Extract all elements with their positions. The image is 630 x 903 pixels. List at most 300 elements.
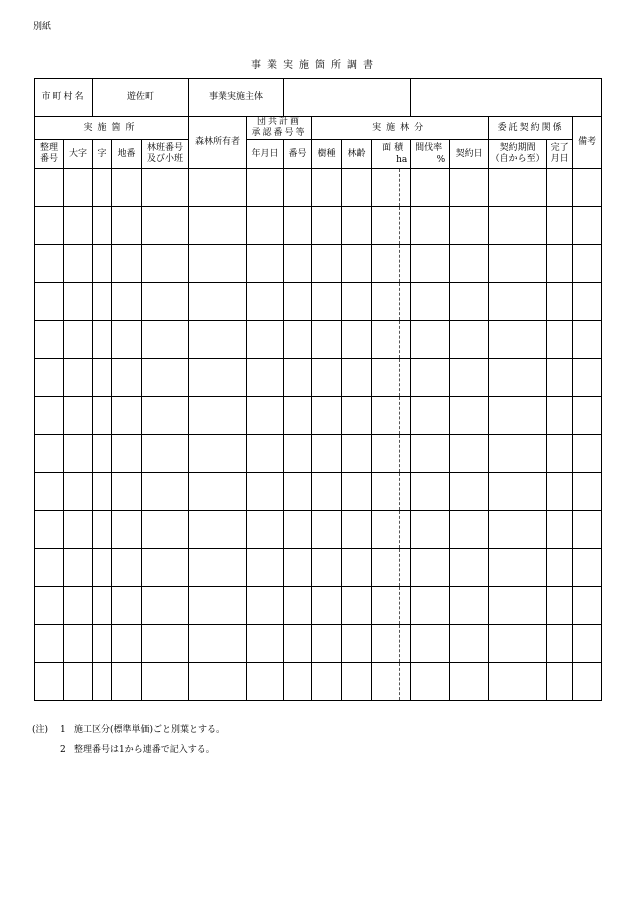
entry-cell[interactable] [189,625,247,663]
header-row-columns [35,140,602,169]
blank-cell [411,79,602,117]
entry-cell[interactable] [547,625,573,663]
entry-cell[interactable] [411,473,450,511]
entry-cell[interactable] [342,245,372,283]
entry-cell[interactable] [400,587,411,625]
entry-cell[interactable] [284,663,312,701]
entry-cell[interactable] [342,283,372,321]
entry-cell[interactable] [35,207,64,245]
data-rows [35,169,602,701]
entry-cell[interactable] [35,321,64,359]
entry-cell[interactable] [64,587,93,625]
entry-cell[interactable] [112,359,142,397]
entry-cell[interactable] [450,549,489,587]
entry-cell[interactable] [547,587,573,625]
entry-cell[interactable] [312,549,342,587]
note-text: 整理番号は1から連番で記入する。 [74,745,215,755]
entry-cell[interactable] [64,359,93,397]
entry-cell[interactable] [35,283,64,321]
entry-cell[interactable] [312,283,342,321]
entry-cell[interactable] [93,663,112,701]
entry-cell[interactable] [400,549,411,587]
entry-cell[interactable] [547,435,573,473]
number-header: 番号 [284,140,312,169]
entry-cell[interactable] [342,663,372,701]
entry-cell[interactable] [342,511,372,549]
entry-cell[interactable] [411,283,450,321]
entry-cell[interactable] [142,549,189,587]
entry-cell[interactable] [247,663,284,701]
entry-cell[interactable] [93,587,112,625]
entry-cell[interactable] [142,207,189,245]
entry-cell[interactable] [450,473,489,511]
entry-cell[interactable] [247,549,284,587]
remarks-header: 備考 [573,117,602,169]
entry-cell[interactable] [247,397,284,435]
entry-cell[interactable] [189,321,247,359]
entry-cell[interactable] [284,207,312,245]
entry-cell[interactable] [450,169,489,207]
entry-cell[interactable] [372,207,400,245]
entry-cell[interactable] [284,321,312,359]
compartment-header [142,140,189,169]
entry-cell[interactable] [547,207,573,245]
entry-cell[interactable] [93,169,112,207]
entry-cell[interactable] [342,397,372,435]
entry-cell[interactable] [93,549,112,587]
entry-cell[interactable] [411,625,450,663]
entry-cell[interactable] [64,207,93,245]
table-row [35,397,602,435]
entry-cell[interactable] [312,663,342,701]
table-row [35,663,602,701]
entry-cell[interactable] [112,435,142,473]
entry-cell[interactable] [93,283,112,321]
entry-cell[interactable] [312,435,342,473]
entry-cell[interactable] [142,625,189,663]
municipality-value[interactable]: 遊佐町 [93,79,189,117]
entry-cell[interactable] [112,207,142,245]
entry-cell[interactable] [284,473,312,511]
entry-cell[interactable] [489,625,547,663]
entry-cell[interactable] [189,549,247,587]
completion-line1: 完了 [550,143,569,153]
entry-cell[interactable] [400,245,411,283]
entry-cell[interactable] [35,245,64,283]
entry-cell[interactable] [573,359,602,397]
compartment-line2: 及び小班 [147,154,184,164]
entry-cell[interactable] [547,397,573,435]
entry-cell[interactable] [284,359,312,397]
entry-cell[interactable] [573,207,602,245]
entry-cell[interactable] [342,169,372,207]
entry-cell[interactable] [247,435,284,473]
table-row [35,511,602,549]
entry-cell[interactable] [35,511,64,549]
table-row [35,283,602,321]
entry-cell[interactable] [189,245,247,283]
entry-cell[interactable] [547,283,573,321]
entry-cell[interactable] [411,359,450,397]
entry-cell[interactable] [573,511,602,549]
entry-cell[interactable] [93,511,112,549]
header-row-groups [35,117,602,140]
entry-cell[interactable] [64,397,93,435]
table-row [35,435,602,473]
entry-cell[interactable] [35,435,64,473]
entry-cell[interactable] [284,397,312,435]
entry-cell[interactable] [112,169,142,207]
completion-header [547,140,573,169]
entry-cell[interactable] [35,359,64,397]
entry-cell[interactable] [411,435,450,473]
entry-cell[interactable] [573,321,602,359]
table-row [35,625,602,663]
entry-cell[interactable] [372,359,400,397]
entry-cell[interactable] [411,511,450,549]
entry-cell[interactable] [573,245,602,283]
entry-cell[interactable] [342,321,372,359]
entry-cell[interactable] [142,473,189,511]
entry-cell[interactable] [573,397,602,435]
entry-cell[interactable] [342,207,372,245]
entry-cell[interactable] [312,473,342,511]
entry-cell[interactable] [411,207,450,245]
entry-cell[interactable] [284,435,312,473]
entry-cell[interactable] [312,321,342,359]
table-row [35,245,602,283]
entry-cell[interactable] [247,511,284,549]
entry-cell[interactable] [284,587,312,625]
entry-cell[interactable] [342,549,372,587]
period-line2: （自から至） [490,154,545,164]
plan-header-line2: 承認番号等 [251,128,307,138]
entry-cell[interactable] [142,435,189,473]
entry-cell[interactable] [489,245,547,283]
entry-cell[interactable] [342,435,372,473]
entry-cell[interactable] [489,663,547,701]
thinning-rate-header [411,140,450,169]
entry-cell[interactable] [400,207,411,245]
note-item [32,720,225,740]
entry-cell[interactable] [450,321,489,359]
entry-cell[interactable] [247,245,284,283]
entry-cell[interactable] [112,473,142,511]
notes [32,720,225,760]
lot-header: 地番 [112,140,142,169]
entry-cell[interactable] [142,283,189,321]
survey-form-table [34,78,602,701]
entry-cell[interactable] [312,207,342,245]
entry-cell[interactable] [93,359,112,397]
entry-cell[interactable] [489,397,547,435]
entry-cell[interactable] [450,511,489,549]
species-header: 樹種 [312,140,342,169]
entry-cell[interactable] [93,207,112,245]
table-row [35,321,602,359]
entry-cell[interactable] [142,397,189,435]
entry-cell[interactable] [547,511,573,549]
entry-cell[interactable] [450,587,489,625]
entry-cell[interactable] [489,435,547,473]
table-row [35,207,602,245]
entry-cell[interactable] [247,359,284,397]
entry-cell[interactable] [573,169,602,207]
entry-cell[interactable] [547,473,573,511]
entry-cell[interactable] [284,245,312,283]
serial-line2: 番号 [39,154,58,164]
table-row [35,549,602,587]
entry-cell[interactable] [547,663,573,701]
entry-cell[interactable] [284,283,312,321]
entry-cell[interactable] [411,321,450,359]
entry-cell[interactable] [400,169,411,207]
entry-cell[interactable] [64,511,93,549]
entry-cell[interactable] [247,625,284,663]
entry-cell[interactable] [64,321,93,359]
entry-cell[interactable] [573,663,602,701]
entry-cell[interactable] [247,473,284,511]
entry-cell[interactable] [342,473,372,511]
entry-cell[interactable] [489,549,547,587]
oaza-header: 大字 [64,140,93,169]
aza-header: 字 [93,140,112,169]
entry-cell[interactable] [189,473,247,511]
area-label: 面積 [382,143,407,153]
entry-cell[interactable] [372,397,400,435]
period-header [489,140,547,169]
entry-cell[interactable] [489,283,547,321]
serial-line1: 整理 [39,143,58,153]
entry-cell[interactable] [573,587,602,625]
entry-cell[interactable] [450,283,489,321]
entry-cell[interactable] [312,625,342,663]
entry-cell[interactable] [189,435,247,473]
entry-cell[interactable] [372,283,400,321]
entry-cell[interactable] [142,511,189,549]
entry-cell[interactable] [35,625,64,663]
location-header: 実施箇所 [35,117,189,140]
entry-cell[interactable] [400,625,411,663]
entry-cell[interactable] [312,169,342,207]
entry-cell[interactable] [547,321,573,359]
date-header: 年月日 [247,140,284,169]
entry-cell[interactable] [284,625,312,663]
entry-cell[interactable] [112,283,142,321]
entry-cell[interactable] [372,169,400,207]
entry-cell[interactable] [35,169,64,207]
area-unit: ha [396,155,408,165]
entry-cell[interactable] [411,587,450,625]
entry-cell[interactable] [93,473,112,511]
header-row-municipality [35,79,602,117]
notes-prefix: (注) [32,725,49,735]
entry-cell[interactable] [489,207,547,245]
period-line1: 契約期間 [499,143,536,153]
entry-cell[interactable] [142,359,189,397]
document-title: 事業実施箇所調書 [251,60,379,71]
entry-cell[interactable] [372,473,400,511]
owner-header: 森林所有者 [189,117,247,169]
entry-cell[interactable] [247,207,284,245]
age-header: 林齢 [342,140,372,169]
entry-cell[interactable] [547,549,573,587]
annex-label: 別紙 [33,22,52,32]
entry-cell[interactable] [400,663,411,701]
contract-header: 委託契約関係 [489,117,573,140]
entry-cell[interactable] [142,587,189,625]
entry-cell[interactable] [372,663,400,701]
entry-cell[interactable] [372,587,400,625]
entry-cell[interactable] [112,587,142,625]
municipality-label: 市町村名 [35,79,93,117]
serial-header [35,140,64,169]
entry-cell[interactable] [189,207,247,245]
entry-cell[interactable] [93,245,112,283]
entry-cell[interactable] [189,397,247,435]
entry-cell[interactable] [142,321,189,359]
entry-cell[interactable] [547,169,573,207]
entry-cell[interactable] [342,359,372,397]
entry-cell[interactable] [372,435,400,473]
entry-cell[interactable] [142,169,189,207]
entry-cell[interactable] [573,283,602,321]
entry-cell[interactable] [64,663,93,701]
implementer-label: 事業実施主体 [189,79,284,117]
entry-cell[interactable] [411,663,450,701]
entry-cell[interactable] [450,663,489,701]
entry-cell[interactable] [400,511,411,549]
entry-cell[interactable] [189,511,247,549]
plan-header [247,117,312,140]
implementer-value[interactable] [284,79,411,117]
entry-cell[interactable] [400,435,411,473]
entry-cell[interactable] [142,245,189,283]
entry-cell[interactable] [93,397,112,435]
entry-cell[interactable] [189,283,247,321]
entry-cell[interactable] [284,511,312,549]
entry-cell[interactable] [93,435,112,473]
entry-cell[interactable] [400,359,411,397]
entry-cell[interactable] [411,245,450,283]
entry-cell[interactable] [35,397,64,435]
entry-cell[interactable] [312,397,342,435]
entry-cell[interactable] [489,359,547,397]
entry-cell[interactable] [189,663,247,701]
entry-cell[interactable] [64,245,93,283]
entry-cell[interactable] [112,511,142,549]
entry-cell[interactable] [450,397,489,435]
entry-cell[interactable] [450,207,489,245]
table-row [35,359,602,397]
entry-cell[interactable] [573,473,602,511]
entry-cell[interactable] [112,321,142,359]
entry-cell[interactable] [411,169,450,207]
entry-cell[interactable] [112,245,142,283]
table-row [35,169,602,207]
entry-cell[interactable] [489,321,547,359]
entry-cell[interactable] [547,245,573,283]
entry-cell[interactable] [112,549,142,587]
entry-cell[interactable] [64,625,93,663]
entry-cell[interactable] [284,549,312,587]
entry-cell[interactable] [93,625,112,663]
entry-cell[interactable] [450,245,489,283]
entry-cell[interactable] [372,321,400,359]
entry-cell[interactable] [573,549,602,587]
entry-cell[interactable] [189,169,247,207]
entry-cell[interactable] [400,283,411,321]
entry-cell[interactable] [312,245,342,283]
entry-cell[interactable] [489,169,547,207]
entry-cell[interactable] [312,587,342,625]
entry-cell[interactable] [489,587,547,625]
entry-cell[interactable] [573,625,602,663]
entry-cell[interactable] [64,549,93,587]
contract-date-header: 契約日 [450,140,489,169]
entry-cell[interactable] [372,511,400,549]
entry-cell[interactable] [342,587,372,625]
entry-cell[interactable] [35,587,64,625]
thinning-rate-label: 間伐率 [415,143,443,153]
entry-cell[interactable] [400,397,411,435]
entry-cell[interactable] [573,435,602,473]
entry-cell[interactable] [372,245,400,283]
entry-cell[interactable] [284,169,312,207]
entry-cell[interactable] [35,663,64,701]
entry-cell[interactable] [450,359,489,397]
note-number: 2 [60,745,66,755]
entry-cell[interactable] [112,663,142,701]
entry-cell[interactable] [342,625,372,663]
entry-cell[interactable] [112,397,142,435]
entry-cell[interactable] [189,359,247,397]
plan-header-line1: 団共計画 [257,117,302,127]
entry-cell[interactable] [547,359,573,397]
entry-cell[interactable] [489,511,547,549]
thinning-rate-unit: % [436,155,446,165]
entry-cell[interactable] [450,435,489,473]
entry-cell[interactable] [64,283,93,321]
entry-cell[interactable] [35,549,64,587]
entry-cell[interactable] [142,663,189,701]
entry-cell[interactable] [247,321,284,359]
entry-cell[interactable] [64,169,93,207]
entry-cell[interactable] [450,625,489,663]
area-header [372,140,411,169]
entry-cell[interactable] [93,321,112,359]
entry-cell[interactable] [247,587,284,625]
entry-cell[interactable] [312,511,342,549]
entry-cell[interactable] [400,321,411,359]
entry-cell[interactable] [64,435,93,473]
entry-cell[interactable] [35,473,64,511]
entry-cell[interactable] [247,283,284,321]
entry-cell[interactable] [189,587,247,625]
entry-cell[interactable] [489,473,547,511]
entry-cell[interactable] [372,625,400,663]
entry-cell[interactable] [112,625,142,663]
entry-cell[interactable] [411,397,450,435]
entry-cell[interactable] [247,169,284,207]
compartment-line1: 林班番号 [147,143,184,153]
entry-cell[interactable] [400,473,411,511]
entry-cell[interactable] [312,359,342,397]
entry-cell[interactable] [411,549,450,587]
forest-header: 実施林分 [312,117,489,140]
entry-cell[interactable] [64,473,93,511]
entry-cell[interactable] [372,549,400,587]
